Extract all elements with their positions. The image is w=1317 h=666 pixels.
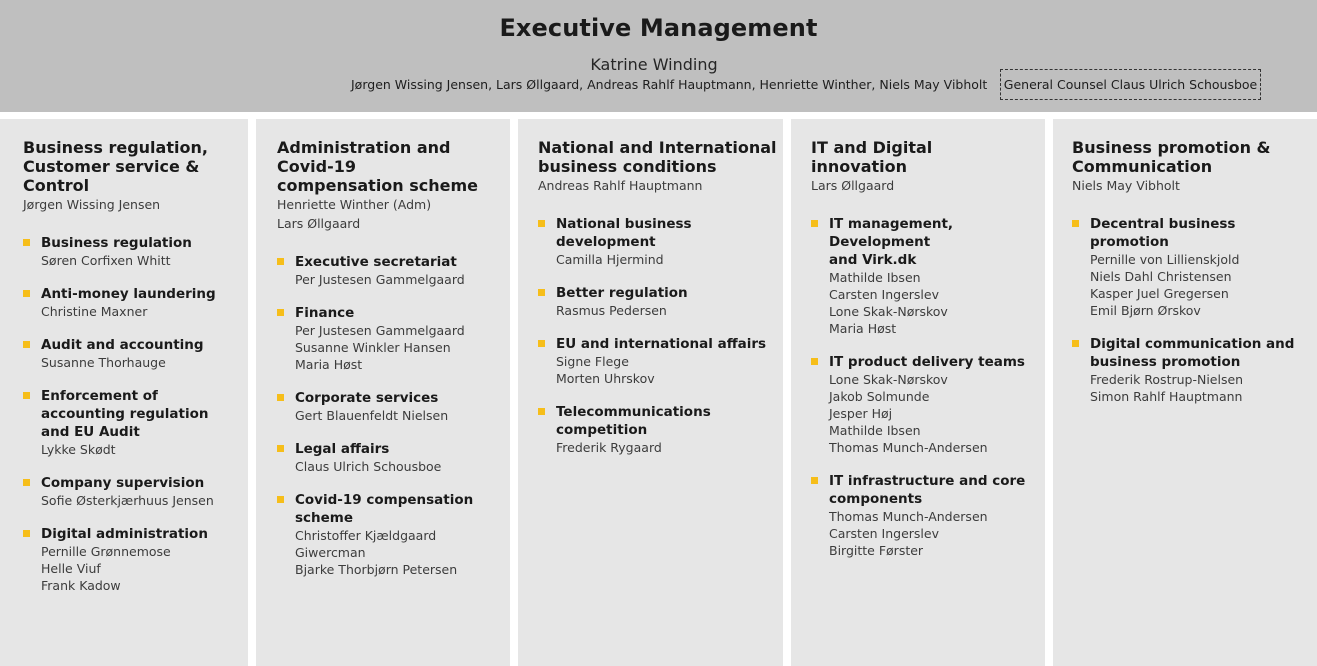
unit-name	[829, 215, 1039, 269]
unit-list	[538, 215, 777, 456]
department-head-name: Lars Øllgaard	[811, 178, 895, 193]
unit-staff	[41, 354, 238, 371]
unit-staff	[829, 508, 1039, 559]
bullet-square-icon	[811, 477, 818, 484]
staff-member: Lone Skak-Nørskov	[829, 372, 948, 387]
unit-name-line: IT infrastructure and core	[829, 473, 1026, 489]
unit-name	[556, 284, 777, 302]
unit-item	[1072, 215, 1311, 319]
unit-name	[556, 403, 777, 439]
unit-name-line: IT product delivery teams	[829, 354, 1025, 370]
bullet-square-icon	[811, 220, 818, 227]
unit-list	[277, 253, 504, 578]
unit-name-line: accounting regulation	[41, 406, 209, 422]
unit-name-line: Telecommunications	[556, 404, 711, 420]
bullet-square-icon	[23, 479, 30, 486]
unit-name-line: business promotion	[1090, 354, 1241, 370]
bullet-square-icon	[277, 445, 284, 452]
unit-staff	[41, 492, 238, 509]
department-head-name: Jørgen Wissing Jensen	[23, 197, 161, 212]
unit-item	[23, 336, 238, 371]
unit-item	[23, 234, 238, 269]
staff-member: Thomas Munch-Andersen	[829, 509, 988, 524]
staff-member: Per Justesen Gammelgaard	[295, 272, 465, 287]
unit-staff	[41, 252, 238, 269]
bullet-square-icon	[277, 394, 284, 401]
staff-member: Jakob Solmunde	[829, 389, 930, 404]
staff-member: Frederik Rygaard	[556, 440, 662, 455]
unit-name-line: Enforcement of	[41, 388, 158, 404]
bullet-square-icon	[538, 220, 545, 227]
staff-member: Carsten Ingerslev	[829, 287, 939, 302]
department-head-name: Henriette Winther (Adm)	[277, 197, 432, 212]
bullet-square-icon	[23, 239, 30, 246]
unit-name-line: and EU Audit	[41, 424, 140, 440]
unit-name	[556, 215, 777, 251]
unit-name	[295, 253, 504, 271]
unit-item	[811, 472, 1039, 559]
unit-name	[829, 472, 1039, 508]
staff-member: Thomas Munch-Andersen	[829, 440, 988, 455]
unit-name	[1090, 215, 1311, 251]
staff-member: Morten Uhrskov	[556, 371, 655, 386]
unit-item	[811, 353, 1039, 456]
staff-member: Claus Ulrich Schousboe	[295, 459, 442, 474]
unit-item	[538, 284, 777, 319]
unit-item	[277, 491, 504, 578]
page-title: Executive Management	[499, 14, 818, 42]
unit-staff	[556, 302, 777, 319]
bullet-square-icon	[23, 392, 30, 399]
unit-staff	[556, 439, 777, 456]
bullet-square-icon	[23, 290, 30, 297]
department-title-line: Business regulation,	[23, 138, 208, 157]
staff-member: Birgitte Førster	[829, 543, 924, 558]
staff-member: Bjarke Thorbjørn Petersen	[295, 562, 458, 577]
unit-name-line: Digital communication and	[1090, 336, 1295, 352]
staff-member: Pernille von Lillienskjold	[1090, 252, 1240, 267]
unit-staff	[41, 303, 238, 320]
unit-staff	[295, 458, 504, 475]
staff-member: Gert Blauenfeldt Nielsen	[295, 408, 449, 423]
department-title	[811, 138, 1039, 176]
department-column	[518, 119, 783, 666]
staff-member: Lone Skak-Nørskov	[829, 304, 948, 319]
unit-name-line: Anti-money laundering	[41, 286, 216, 302]
director-name: Katrine Winding	[590, 55, 718, 74]
unit-staff	[1090, 371, 1311, 405]
unit-name-line: Better regulation	[556, 285, 688, 301]
staff-member: Niels Dahl Christensen	[1090, 269, 1232, 284]
unit-item	[23, 474, 238, 509]
unit-item	[277, 253, 504, 288]
bullet-square-icon	[1072, 340, 1079, 347]
staff-member: Signe Flege	[556, 354, 629, 369]
staff-member: Maria Høst	[829, 321, 897, 336]
unit-name-line: Audit and accounting	[41, 337, 204, 353]
unit-staff	[556, 353, 777, 387]
department-column	[256, 119, 510, 666]
unit-name-line: Digital administration	[41, 526, 208, 542]
unit-item	[23, 285, 238, 320]
unit-staff	[829, 269, 1039, 337]
unit-item	[277, 304, 504, 373]
unit-staff	[295, 322, 504, 373]
unit-name-line: competition	[556, 422, 648, 438]
department-head	[23, 195, 238, 214]
unit-list	[23, 234, 238, 594]
unit-staff	[295, 527, 504, 578]
staff-member: Maria Høst	[295, 357, 363, 372]
unit-item	[23, 387, 238, 458]
department-column	[0, 119, 248, 666]
staff-member: Søren Corfixen Whitt	[41, 253, 171, 268]
unit-name-line: Finance	[295, 305, 355, 321]
unit-staff	[556, 251, 777, 268]
unit-name	[41, 387, 238, 441]
unit-item	[538, 403, 777, 456]
unit-item	[277, 389, 504, 424]
unit-item	[23, 525, 238, 594]
unit-name	[295, 440, 504, 458]
department-title	[277, 138, 504, 195]
bullet-square-icon	[23, 530, 30, 537]
unit-item	[811, 215, 1039, 337]
unit-name-line: scheme	[295, 510, 354, 526]
staff-member: Jesper Høj	[829, 406, 893, 421]
staff-member: Frederik Rostrup-Nielsen	[1090, 372, 1244, 387]
department-head	[811, 176, 1039, 195]
staff-member: Lykke Skødt	[41, 442, 116, 457]
unit-staff	[295, 407, 504, 424]
staff-member: Pernille Grønnemose	[41, 544, 171, 559]
department-title	[538, 138, 777, 176]
unit-name	[295, 491, 504, 527]
unit-name-line: components	[829, 491, 923, 507]
general-counsel-box	[1000, 69, 1261, 100]
department-head-name: Andreas Rahlf Hauptmann	[538, 178, 703, 193]
department-title-line: compensation scheme	[277, 176, 479, 195]
unit-item	[1072, 335, 1311, 405]
staff-member: Emil Bjørn Ørskov	[1090, 303, 1201, 318]
department-title-line: Administration and Covid-19	[277, 138, 451, 176]
unit-name-line: Company supervision	[41, 475, 205, 491]
bullet-square-icon	[277, 496, 284, 503]
unit-staff	[41, 543, 238, 594]
bullet-square-icon	[23, 341, 30, 348]
department-title-line: business conditions	[538, 157, 717, 176]
bullet-square-icon	[1072, 220, 1079, 227]
unit-name-line: Business regulation	[41, 235, 192, 251]
unit-name-line: Covid-19 compensation	[295, 492, 474, 508]
unit-name	[556, 335, 777, 353]
staff-member: Christine Maxner	[41, 304, 148, 319]
department-head	[1072, 176, 1311, 195]
unit-name	[295, 389, 504, 407]
bullet-square-icon	[277, 258, 284, 265]
unit-name-line: and Virk.dk	[829, 252, 917, 268]
unit-item	[538, 335, 777, 387]
staff-member: Simon Rahlf Hauptmann	[1090, 389, 1243, 404]
department-column	[791, 119, 1045, 666]
department-title	[23, 138, 238, 195]
staff-member: Sofie Østerkjærhuus Jensen	[41, 493, 214, 508]
staff-member: Rasmus Pedersen	[556, 303, 667, 318]
bullet-square-icon	[277, 309, 284, 316]
department-column	[1053, 119, 1317, 666]
unit-staff	[829, 371, 1039, 456]
unit-name	[41, 234, 238, 252]
executive-header	[0, 0, 1317, 112]
staff-member: Susanne Winkler Hansen	[295, 340, 451, 355]
department-title-line: Communication	[1072, 157, 1213, 176]
department-title-line: innovation	[811, 157, 907, 176]
bullet-square-icon	[811, 358, 818, 365]
staff-member: Susanne Thorhauge	[41, 355, 166, 370]
staff-member: Mathilde Ibsen	[829, 270, 921, 285]
unit-item	[277, 440, 504, 475]
staff-member: Christoffer Kjældgaard Giwercman	[295, 528, 437, 560]
unit-staff	[1090, 251, 1311, 319]
unit-name	[829, 353, 1039, 371]
staff-member: Per Justesen Gammelgaard	[295, 323, 465, 338]
department-title-line: Customer service &	[23, 157, 200, 176]
department-head	[538, 176, 777, 195]
staff-member: Carsten Ingerslev	[829, 526, 939, 541]
department-title-line: Business promotion &	[1072, 138, 1271, 157]
staff-member: Camilla Hjermind	[556, 252, 664, 267]
general-counsel-label: General Counsel Claus Ulrich Schousboe	[1003, 77, 1258, 92]
unit-name-line: EU and international affairs	[556, 336, 767, 352]
unit-name	[41, 474, 238, 492]
unit-name-line: Legal affairs	[295, 441, 390, 457]
unit-name	[41, 336, 238, 354]
deputy-directors: Jørgen Wissing Jensen, Lars Øllgaard, Andreas Rahlf Hauptmann, Henriette Winther, Niels May Vibholt	[351, 77, 988, 92]
unit-name-line: Corporate services	[295, 390, 439, 406]
unit-name-line: Executive secretariat	[295, 254, 457, 270]
bullet-square-icon	[538, 340, 545, 347]
unit-name	[295, 304, 504, 322]
unit-list	[1072, 215, 1311, 405]
department-title-line: National and International	[538, 138, 777, 157]
department-head-name: Niels May Vibholt	[1072, 178, 1180, 193]
unit-name	[41, 285, 238, 303]
staff-member: Mathilde Ibsen	[829, 423, 921, 438]
unit-staff	[41, 441, 238, 458]
unit-item	[538, 215, 777, 268]
staff-member: Frank Kadow	[41, 578, 121, 593]
unit-name	[1090, 335, 1311, 371]
department-title-line: Control	[23, 176, 90, 195]
unit-name	[41, 525, 238, 543]
bullet-square-icon	[538, 289, 545, 296]
department-head	[277, 195, 504, 233]
unit-name-line: IT management, Development	[829, 216, 954, 250]
department-title-line: IT and Digital	[811, 138, 933, 157]
staff-member: Helle Viuf	[41, 561, 101, 576]
department-head-name: Lars Øllgaard	[277, 216, 361, 231]
bullet-square-icon	[538, 408, 545, 415]
unit-staff	[295, 271, 504, 288]
unit-list	[811, 215, 1039, 559]
unit-name-line: National business development	[556, 216, 692, 250]
staff-member: Kasper Juel Gregersen	[1090, 286, 1229, 301]
department-title	[1072, 138, 1311, 176]
unit-name-line: Decentral business promotion	[1090, 216, 1236, 250]
